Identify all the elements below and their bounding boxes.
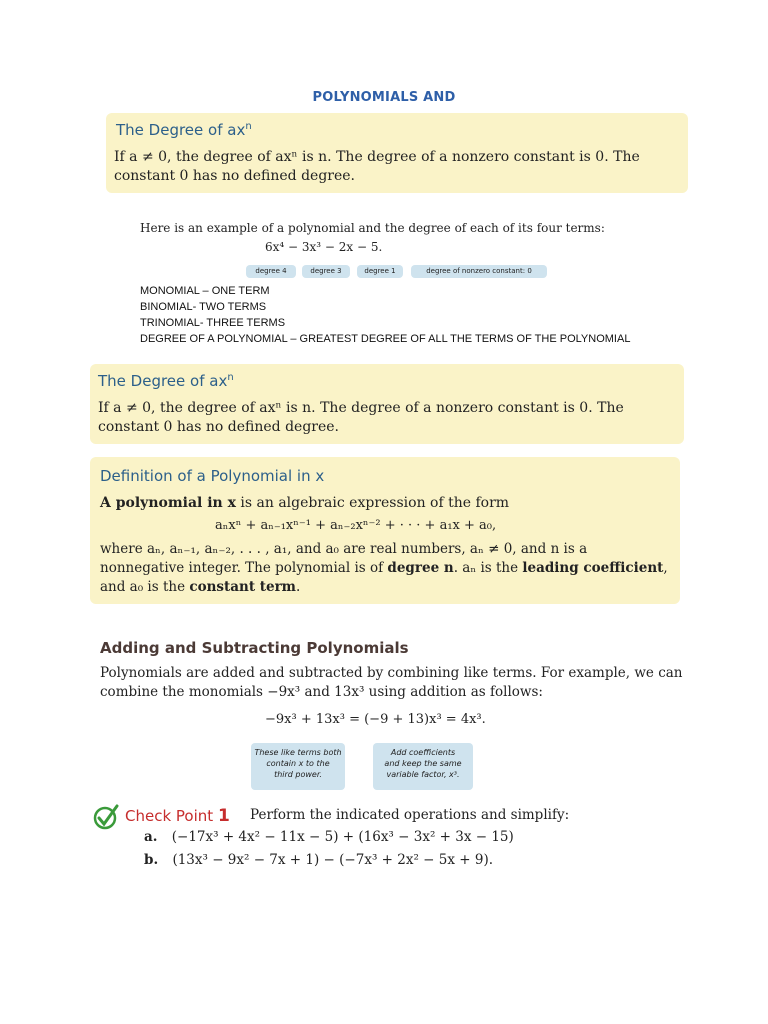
checkpoint-b: b. (13x³ − 9x² − 7x + 1) − (−7x³ + 2x² − 5x + 9). [144,852,493,868]
degree-box-2-line2: constant 0 has no defined degree. [98,419,340,435]
definition-line5: and a₀ is the constant term. [100,579,301,595]
adding-heading: Adding and Subtracting Polynomials [100,639,409,657]
adding-line2: combine the monomials −9x³ and 13x³ using addition as follows: [100,684,543,700]
tag-degree-3: degree 3 [302,265,350,278]
checkpoint-instruction: Perform the indicated operations and simplify: [250,807,570,823]
example-expression: 6x⁴ − 3x³ − 2x − 5. [265,240,383,254]
degree-box-1-line1: If a ≠ 0, the degree of axⁿ is n. The degree of a nonzero constant is 0. The [114,149,640,165]
list-item-monomial: MONOMIAL – ONE TERM [140,285,270,297]
degree-box-2 [90,364,684,444]
degree-box-1 [106,113,688,193]
definition-line4: nonnegative integer. The polynomial is of degree n. aₙ is the leading coefficient, [100,560,668,576]
example-intro: Here is an example of a polynomial and the degree of each of its four terms: [140,221,605,235]
definition-line3: where aₙ, aₙ₋₁, aₙ₋₂, . . . , a₁, and a₀ are real numbers, aₙ ≠ 0, and n is a [100,541,588,557]
adding-line1: Polynomials are added and subtracted by combining like terms. For example, we can [100,665,683,681]
list-item-binomial: BINOMIAL- TWO TERMS [140,301,267,313]
callout-add-coefficients: Add coefficients and keep the same variable factor, x³. [373,743,473,790]
checkpoint-heading: Check Point 1 [125,806,230,826]
tag-degree-4: degree 4 [246,265,296,278]
tag-degree-1: degree 1 [357,265,403,278]
definition-formula: aₙxⁿ + aₙ₋₁xⁿ⁻¹ + aₙ₋₂xⁿ⁻² + · · · + a₁x + a₀, [215,518,497,533]
page-title: POLYNOMIALS AND [312,90,456,105]
adding-formula: −9x³ + 13x³ = (−9 + 13)x³ = 4x³. [265,712,486,727]
definition-line1: A polynomial in x is an algebraic expression of the form [100,495,510,511]
degree-box-2-heading: The Degree of $ax^n$ [98,372,234,390]
definition-box [90,457,680,604]
checkpoint-a: a. (−17x³ + 4x² − 11x − 5) + (16x³ − 3x² + 3x − 15) [144,829,514,845]
degree-box-1-line2: constant 0 has no defined degree. [114,168,356,184]
degree-box-2-line1: If a ≠ 0, the degree of axⁿ is n. The degree of a nonzero constant is 0. The [98,400,624,416]
degree-box-1-heading: The Degree of $ax^n$ [116,121,252,139]
list-item-degree: DEGREE OF A POLYNOMIAL – GREATEST DEGREE OF ALL THE TERMS OF THE POLYNOMIAL [140,333,631,345]
tag-degree-0: degree of nonzero constant: 0 [411,265,547,278]
check-icon [92,802,122,832]
list-item-trinomial: TRINOMIAL- THREE TERMS [140,317,286,329]
callout-like-terms: These like terms both contain x to the third power. [251,743,345,790]
definition-box-heading: Definition of a Polynomial in x [100,467,325,485]
